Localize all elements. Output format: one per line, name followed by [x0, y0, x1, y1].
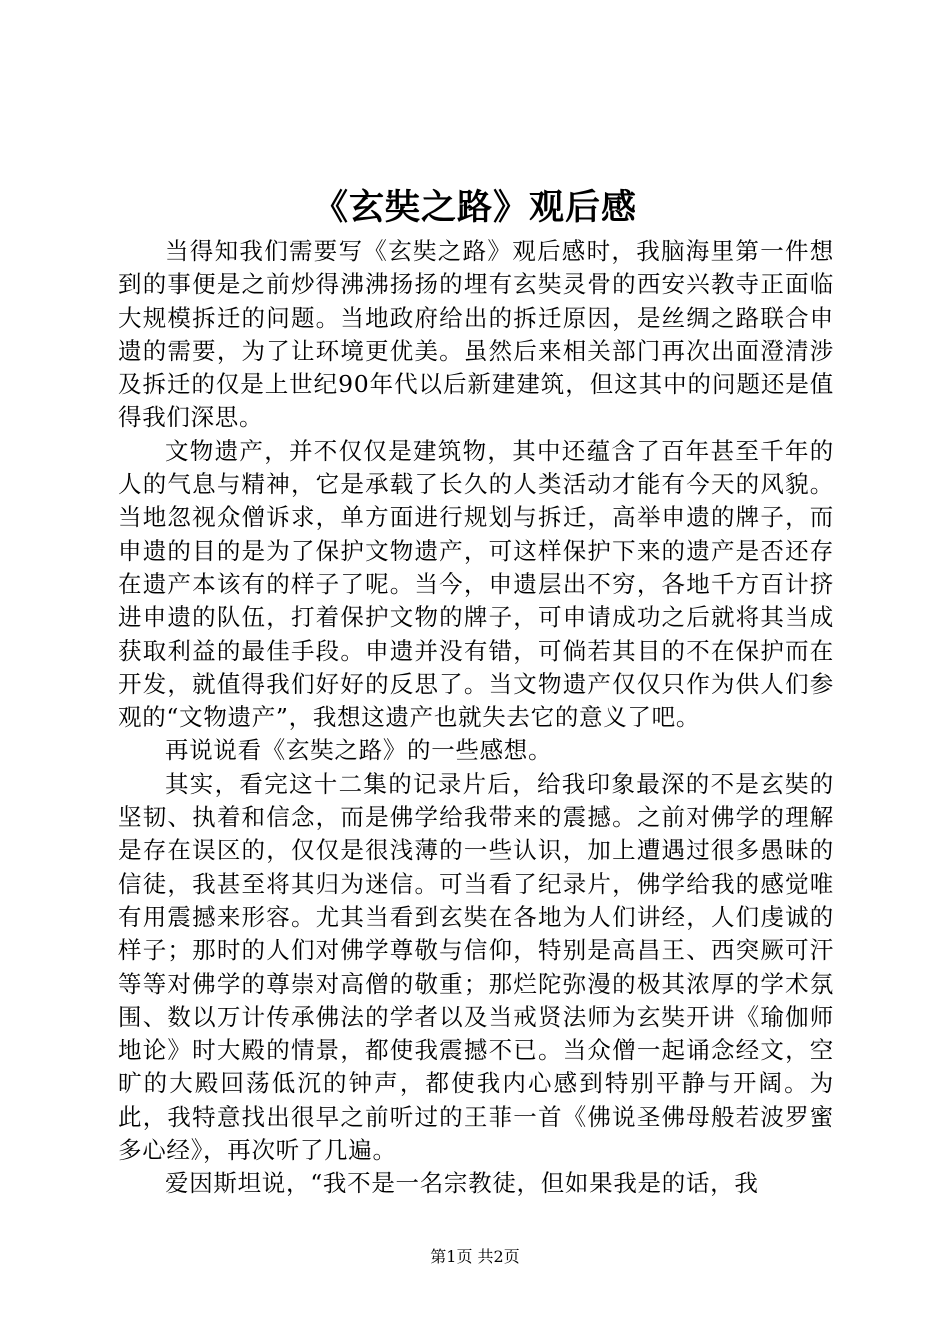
paragraph: 再说说看《玄奘之路》的一些感想。 — [165, 736, 553, 765]
page-footer: 第1页 共2页 — [430, 1247, 520, 1266]
document-body — [118, 235, 834, 1201]
paragraph: 当得知我们需要写《玄奘之路》观后感时，我脑海里第一件想到的事便是之前炒得沸沸扬扬的埋有玄奘灵骨的西安兴教寺正面临大规模拆迁的问题。当地政府给出的拆迁原因，是丝绸之路联合申遗的需要，为了让环境更优美。虽然后来相关部门再次出面澄清涉及拆迁的仅是上世纪90年代以后新建建筑，但这其中的问题还是值得我们深思。 — [118, 237, 834, 432]
paragraph: 文物遗产，并不仅仅是建筑物，其中还蕴含了百年甚至千年的人的气息与精神，它是承载了长久的人类活动才能有今天的风貌。当地忽视众僧诉求，单方面进行规划与拆迁，高举申遗的牌子，而申遗的目的是为了保护文物遗产，可这样保护下来的遗产是否还存在遗产本该有的样子了呢。当今，申遗层出不穷，各地千方百计挤进申遗的队伍，打着保护文物的牌子，可申请成功之后就将其当成获取利益的最佳手段。申遗并没有错，可倘若其目的不在保护而在开发，就值得我们好好的反思了。当文物遗产仅仅只作为供人们参观的“文物遗产”，我想这遗产也就失去它的意义了吧。 — [118, 436, 834, 732]
paragraph: 其实，看完这十二集的记录片后，给我印象最深的不是玄奘的坚韧、执着和信念，而是佛学给我带来的震撼。之前对佛学的理解是存在误区的，仅仅是很浅薄的一些认识，加上遭遇过很多愚昧的信徒，我甚至将其归为迷信。可当看了纪录片，佛学给我的感觉唯有用震撼来形容。尤其当看到玄奘在各地为人们讲经，人们虔诚的样子；那时的人们对佛学尊敬与信仰，特别是高昌王、西突厥可汗等等对佛学的尊崇对高僧的敬重；那烂陀弥漫的极其浓厚的学术氛围、数以万计传承佛法的学者以及当戒贤法师为玄奘开讲《瑜伽师地论》时大殿的情景，都使我震撼不已。当众僧一起诵念经文，空旷的大殿回荡低沉的钟声，都使我内心感到特别平静与开阔。为此，我特意找出很早之前听过的王菲一首《佛说圣佛母般若波罗蜜多心经》，再次听了几遍。 — [118, 769, 834, 1165]
paragraph: 爱因斯坦说，“我不是一名宗教徒，但如果我是的话，我 — [165, 1169, 759, 1198]
document-title: 《玄奘之路》观后感 — [312, 187, 637, 228]
